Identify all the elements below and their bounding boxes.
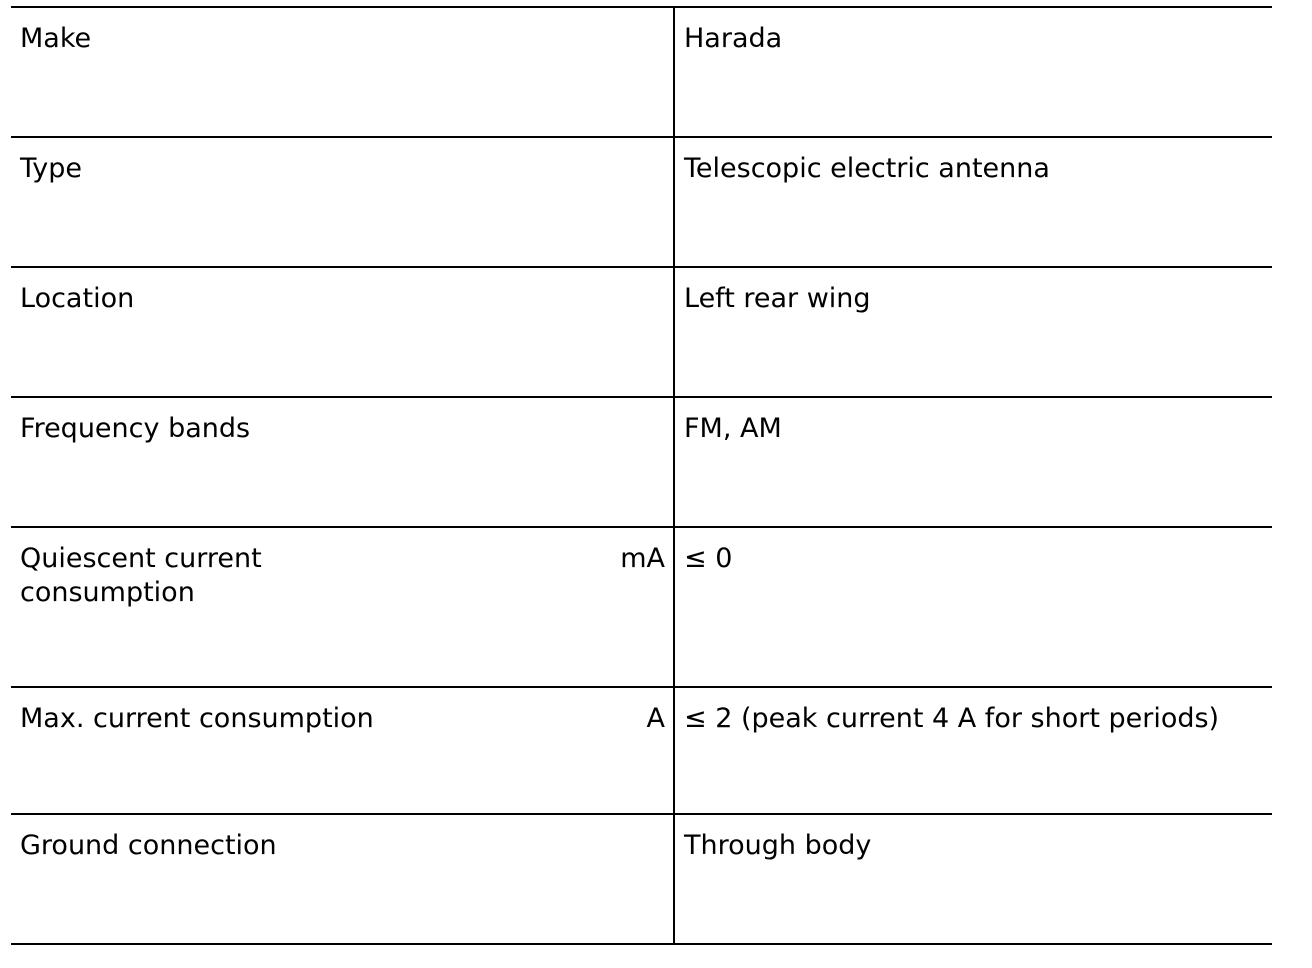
label-cell — [11, 267, 674, 397]
label-cell — [11, 7, 674, 137]
row-label: Location — [20, 283, 135, 314]
row-label: Make — [20, 23, 92, 54]
table-row — [11, 687, 1272, 814]
row-label: Type — [20, 153, 83, 184]
label-cell — [11, 527, 674, 687]
table-row — [11, 267, 1272, 397]
label-cell — [11, 687, 674, 814]
row-label: Ground connection — [20, 830, 277, 861]
row-value: Telescopic electric antenna — [684, 153, 1050, 184]
value-cell — [674, 814, 1272, 944]
row-value: Through body — [684, 830, 872, 861]
row-value: ≤ 0 — [684, 543, 733, 574]
row-label: Quiescent current consumption — [20, 543, 262, 608]
row-value: Harada — [684, 23, 783, 54]
row-unit: mA — [620, 543, 665, 574]
spec-table — [11, 6, 1272, 945]
row-value: FM, AM — [684, 413, 782, 444]
label-cell — [11, 397, 674, 527]
row-label: Frequency bands — [20, 413, 251, 444]
row-value: Left rear wing — [684, 283, 871, 314]
table-row — [11, 397, 1272, 527]
table-row — [11, 7, 1272, 137]
table-row — [11, 814, 1272, 944]
value-cell — [674, 137, 1272, 267]
value-cell — [674, 687, 1272, 814]
value-cell — [674, 7, 1272, 137]
value-cell — [674, 397, 1272, 527]
row-unit: A — [646, 703, 665, 734]
value-cell — [674, 267, 1272, 397]
label-cell — [11, 137, 674, 267]
row-label: Max. current consumption — [20, 703, 374, 734]
table-row — [11, 527, 1272, 687]
table-row — [11, 137, 1272, 267]
value-cell — [674, 527, 1272, 687]
row-value: ≤ 2 (peak current 4 A for short periods) — [684, 703, 1220, 734]
label-cell — [11, 814, 674, 944]
